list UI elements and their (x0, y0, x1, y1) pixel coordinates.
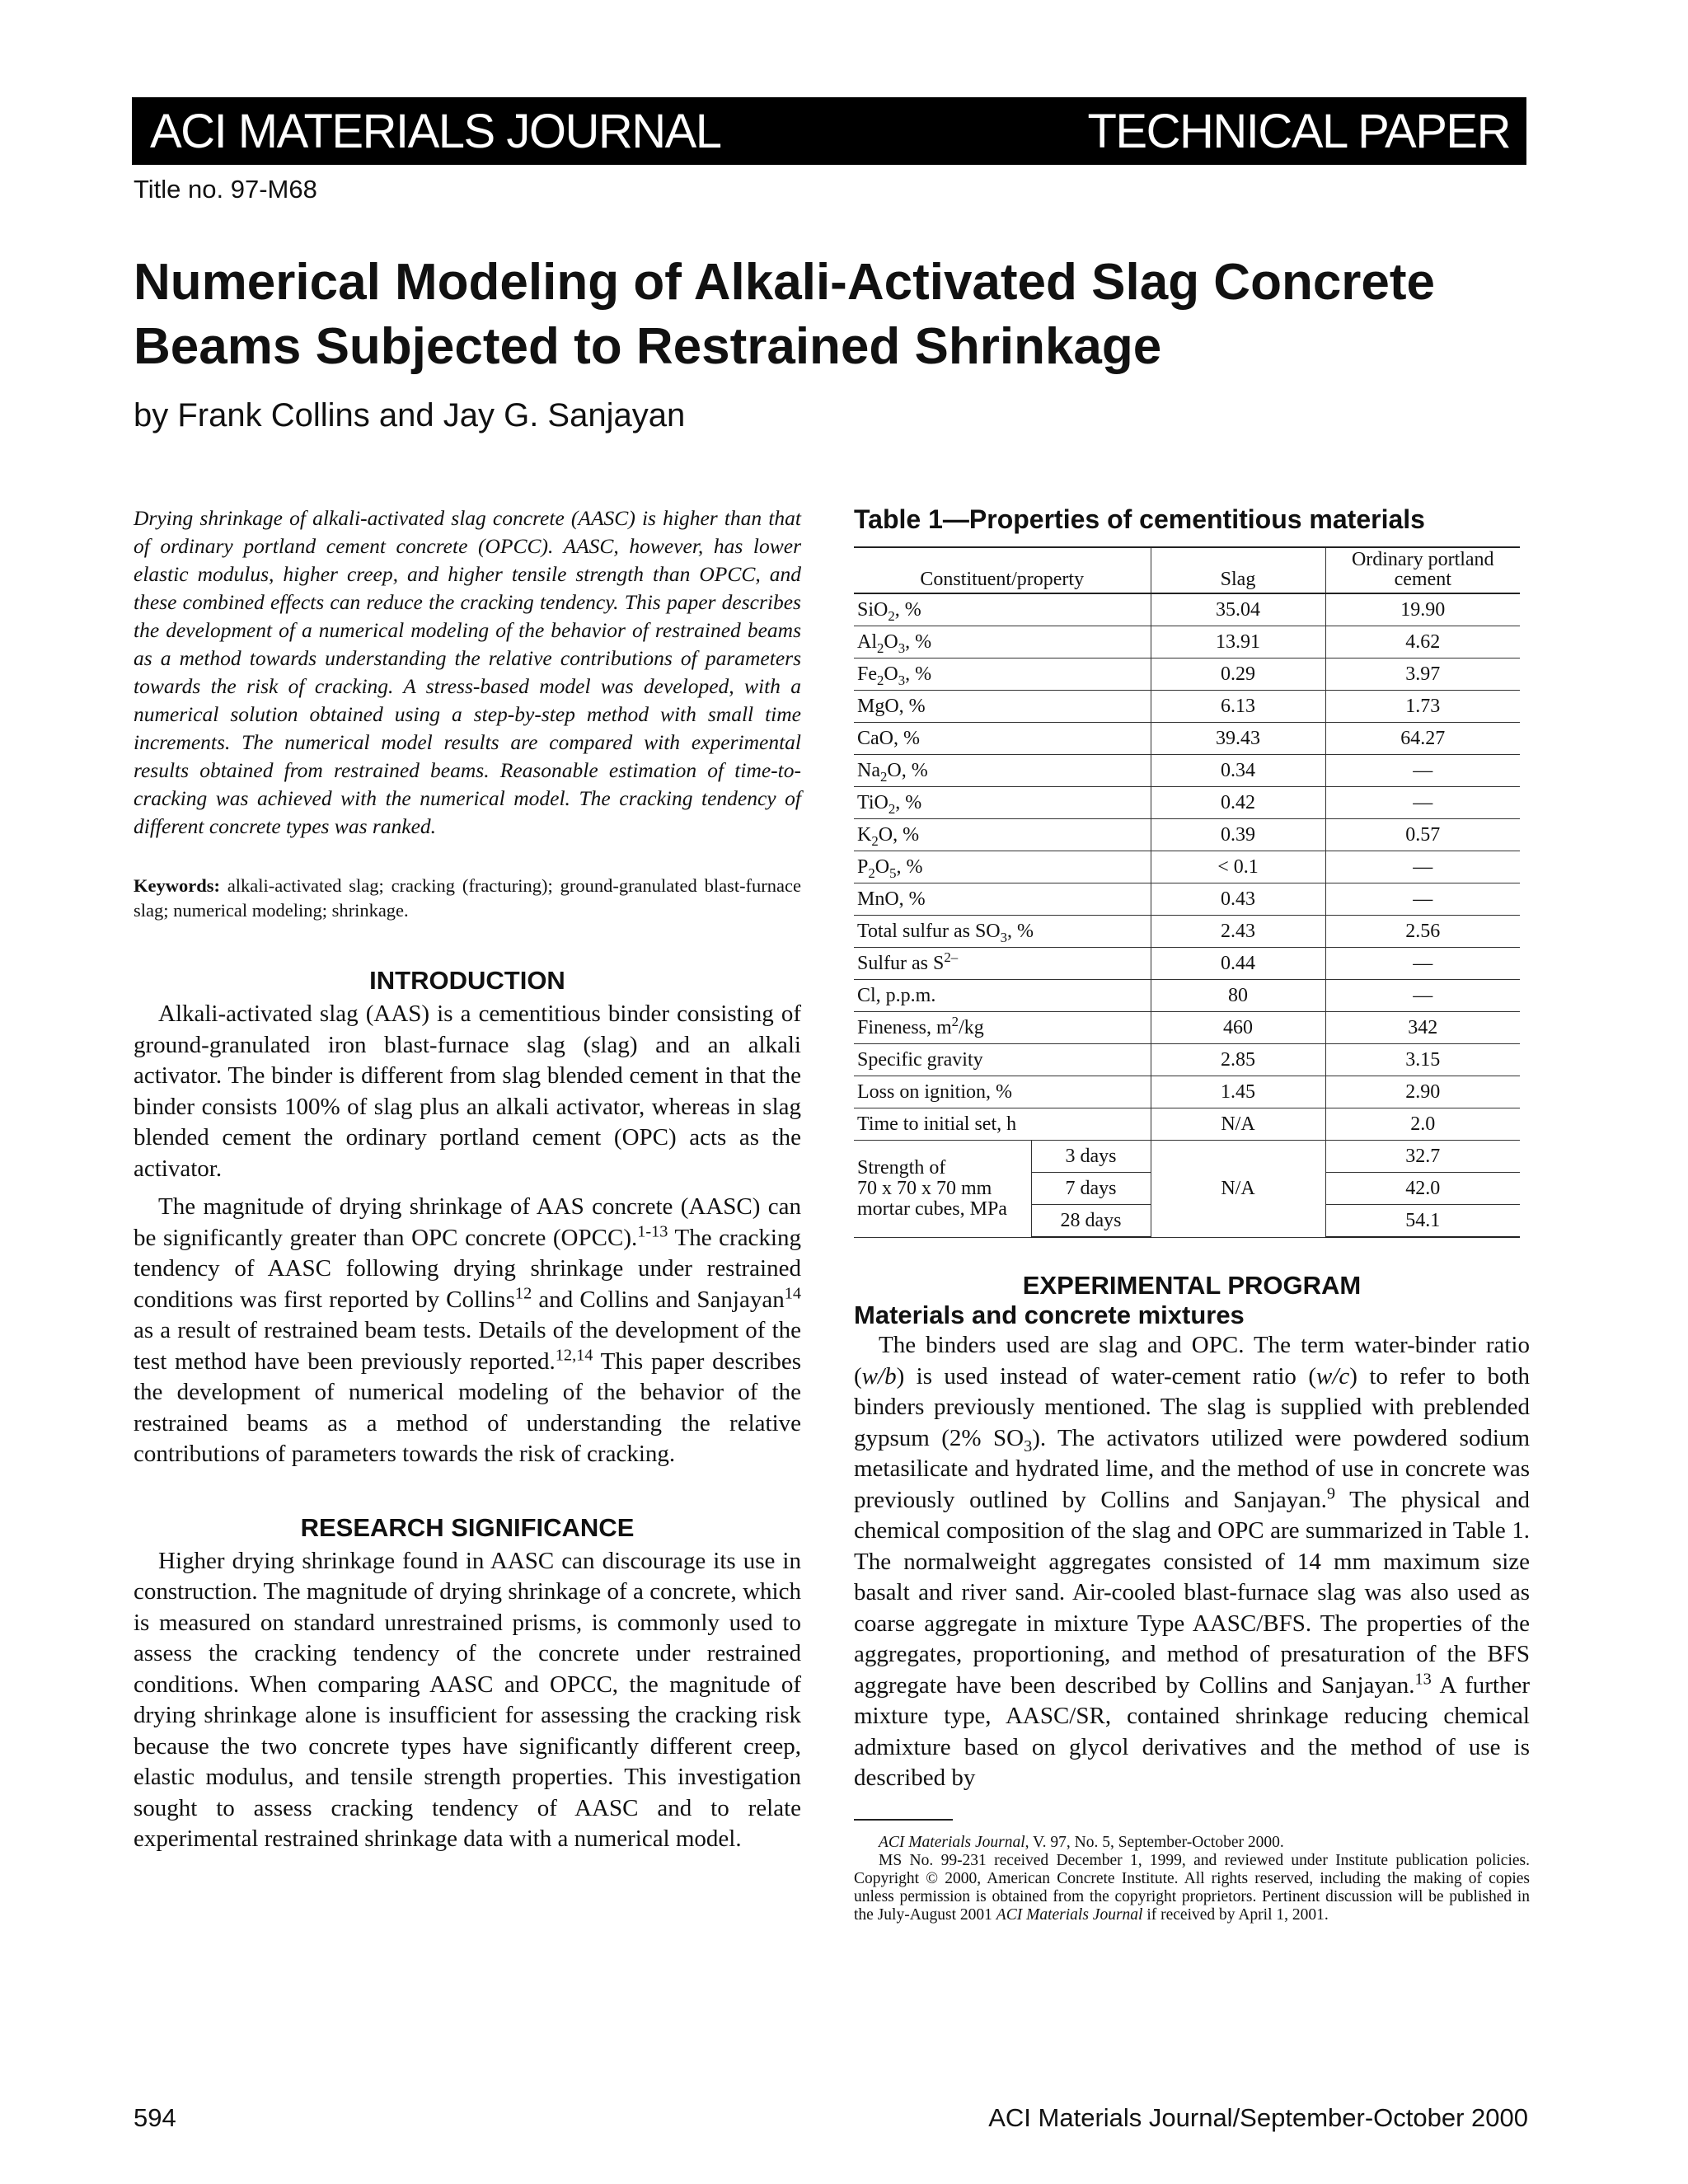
row-label: $Na_2O$, % (854, 755, 1151, 787)
header-opc: Ordinary portland cement (1325, 547, 1520, 593)
cell-slag: 0.29 (1151, 658, 1325, 691)
cell-opc: 4.62 (1325, 626, 1520, 658)
cell-opc: 2.90 (1325, 1076, 1520, 1108)
paper-title: Numerical Modeling of Alkali-Activated Slag Concrete Beams Subjected to Restrained Shrinkage (134, 254, 1436, 375)
cell-slag: < 0.1 (1151, 851, 1325, 883)
strength-age: 3 days (1031, 1141, 1151, 1173)
row-label: Time to initial set, h (854, 1108, 1151, 1141)
keywords-label: Keywords: (134, 875, 220, 896)
row-label: $P_2O_5$, % (854, 851, 1151, 883)
row-label: Specific gravity (854, 1044, 1151, 1076)
cell-slag: 13.91 (1151, 626, 1325, 658)
cell-opc: 64.27 (1325, 723, 1520, 755)
table-row (854, 948, 1520, 980)
table-row (854, 755, 1520, 787)
row-label: Loss on ignition, % (854, 1076, 1151, 1108)
strength-age: 28 days (1031, 1205, 1151, 1238)
page-number: 594 (134, 2103, 176, 2132)
paper-type: TECHNICAL PAPER (1087, 104, 1510, 158)
cell-opc: — (1325, 948, 1520, 980)
cell-opc: 2.0 (1325, 1108, 1520, 1141)
row-label: $Al_2O_3$, % (854, 626, 1151, 658)
cell-opc: 1.73 (1325, 691, 1520, 723)
cell-slag: 460 (1151, 1012, 1325, 1044)
row-label: $K_2O$, % (854, 819, 1151, 851)
table-row (854, 626, 1520, 658)
materials-subheading: Materials and concrete mixtures (854, 1301, 1245, 1329)
strength-opc: 54.1 (1325, 1205, 1520, 1238)
header-property: Constituent/property (854, 547, 1151, 593)
footnote-journal: ACI Materials Journal, V. 97, No. 5, September-October 2000. (879, 1833, 1284, 1851)
table-row (854, 819, 1520, 851)
experimental-paragraph: The binders used are slag and OPC. The term water-binder ratio (w/b) is used instead of water-cement ratio (w/c) to refer to both binders previously mentioned. The slag is supplied with preblended gypsum (2% $SO_3$). The activators utilized were powdered sodium metasilicate and hydrated lime, and the method of use in concrete was previously outlined by Collins and Sanjayan.$^9$ The physical and chemical composition of the slag and OPC are summarized in Table 1. The normalweight aggregates consisted of 14 mm maximum size basalt and river sand. Air-cooled blast-furnace slag was also used as coarse aggregate in mixture Type AASC/BFS. The properties of the aggregates, proportioning, and method of presaturation of the BFS aggregate have been described by Collins and Sanjayan.$^{13}$ A further mixture type, AASC/SR, contained shrinkage reducing chemical admixture based on glycol derivatives and the method of use is described by (854, 1332, 1531, 1791)
title-number: Title no. 97-M68 (134, 175, 317, 204)
table-row (854, 851, 1520, 883)
cell-slag: 0.44 (1151, 948, 1325, 980)
table-row (854, 691, 1520, 723)
abstract: Drying shrinkage of alkali-activated slag concrete (AASC) is higher than that of ordinary portland cement concrete (OPCC). AASC, however, has lower elastic modulus, higher creep, and higher tensile strength than OPCC, and these combined effects can reduce the cracking tendency. This paper describes the development of a numerical modeling of the behavior of restrained beams as a method towards understanding the relative contributions of parameters towards the risk of cracking. A stress-based model was developed, with a numerical solution obtained using a step-by-step method with small time increments. The numerical model results are compared with experimental results obtained from restrained beams. Reasonable estimation of time-to-cracking was achieved with the numerical model. The cracking tendency of different concrete types was ranked. (134, 506, 801, 838)
cell-opc: 0.57 (1325, 819, 1520, 851)
row-label: MgO, % (854, 691, 1151, 723)
table-row (854, 723, 1520, 755)
cell-opc: 19.90 (1325, 593, 1520, 626)
table-row (854, 1076, 1520, 1108)
strength-label: Strength of 70 x 70 x 70 mm mortar cubes, MPa (854, 1141, 1031, 1238)
research-significance-heading: RESEARCH SIGNIFICANCE (300, 1512, 635, 1542)
row-label: TiO$_2$, % (854, 787, 1151, 819)
row-label: $Fe_2O_3$, % (854, 658, 1151, 691)
row-label: Fineness, $m^2/kg$ (854, 1012, 1151, 1044)
cell-opc: — (1325, 980, 1520, 1012)
introduction-paragraph-2: The magnitude of drying shrinkage of AAS concrete (AASC) can be significantly greater than OPC concrete (OPCC).$^{1-13}$ The cracking tendency of AASC following drying shrinkage under restrained conditions was first reported by Collins$^{12}$ and Collins and Sanjayan$^{14}$ as a result of restrained beam tests. Details of the development of the test method have been previously reported.$^{12,14}$ This paper describes the development of numerical modeling of the behavior of the restrained beams as a method of understanding the relative contributions of parameters towards the risk of cracking. (134, 1193, 802, 1467)
experimental-program-heading: EXPERIMENTAL PROGRAM (1022, 1271, 1362, 1300)
table-row (854, 1044, 1520, 1076)
table-row (854, 593, 1520, 626)
cell-opc: — (1325, 787, 1520, 819)
introduction-heading: INTRODUCTION (369, 966, 565, 995)
strength-opc: 42.0 (1325, 1173, 1520, 1205)
footnote-rule (854, 1819, 953, 1821)
properties-table (854, 546, 1520, 1238)
right-column (854, 504, 1530, 1924)
cell-slag: 39.43 (1151, 723, 1325, 755)
keywords-text: alkali-activated slag; cracking (fracturing); ground-granulated blast-furnace slag; numerical modeling; shrinkage. (134, 875, 802, 921)
cell-slag: 2.85 (1151, 1044, 1325, 1076)
cell-opc: — (1325, 851, 1520, 883)
table-header-row (854, 547, 1520, 593)
table-row (854, 916, 1520, 948)
cell-slag: 0.43 (1151, 883, 1325, 916)
journal-name: ACI MATERIALS JOURNAL (150, 104, 721, 158)
left-column (134, 504, 801, 1855)
byline: by Frank Collins and Jay G. Sanjayan (134, 397, 686, 434)
strength-slag: N/A (1151, 1141, 1325, 1238)
footnote-ms: MS No. 99-231 received December 1, 1999, and reviewed under Institute publication policies. Copyright © 2000, American Concrete Institute. All rights reserved, including the making of copies unless permission is obtained from the copyright proprietors. Pertinent discussion will be published in the July-August 2001 ACI Materials Journal if received by April 1, 2001. (854, 1851, 1530, 1924)
table-row (854, 980, 1520, 1012)
journal-banner (132, 97, 1526, 165)
table-row (854, 883, 1520, 916)
cell-opc: 2.56 (1325, 916, 1520, 948)
table-row (854, 1012, 1520, 1044)
row-label: Sulfur as $S^{2-}$ (854, 948, 1151, 980)
strength-row (854, 1141, 1520, 1173)
row-label: MnO, % (854, 883, 1151, 916)
cell-slag: 80 (1151, 980, 1325, 1012)
cell-slag: 0.42 (1151, 787, 1325, 819)
cell-slag: 6.13 (1151, 691, 1325, 723)
table-title: Table 1—Properties of cementitious materials (854, 504, 1425, 534)
table-row (854, 1108, 1520, 1141)
research-significance-paragraph: Higher drying shrinkage found in AASC can discourage its use in construction. The magnitude of drying shrinkage of a concrete, which is measured on standard unrestrained prisms, is commonly used to assess the cracking tendency of the concrete under restrained conditions. When comparing AASC and OPCC, the magnitude of drying shrinkage alone is insufficient for assessing the cracking risk because the two concrete types have significantly different creep, elastic modulus, and tensile strength properties. This investigation sought to assess cracking tendency of AASC and to relate experimental restrained shrinkage data with a numerical model. (134, 1547, 801, 1852)
strength-opc: 32.7 (1325, 1141, 1520, 1173)
cell-opc: 342 (1325, 1012, 1520, 1044)
row-label: CaO, % (854, 723, 1151, 755)
strength-age: 7 days (1031, 1173, 1151, 1205)
cell-slag: 0.34 (1151, 755, 1325, 787)
cell-slag: N/A (1151, 1108, 1325, 1141)
cell-opc: — (1325, 883, 1520, 916)
cell-slag: 2.43 (1151, 916, 1325, 948)
cell-slag: 1.45 (1151, 1076, 1325, 1108)
table-row (854, 787, 1520, 819)
cell-opc: 3.97 (1325, 658, 1520, 691)
cell-slag: 35.04 (1151, 593, 1325, 626)
row-label: Total sulfur as $SO_3$, % (854, 916, 1151, 948)
keywords (134, 874, 801, 923)
cell-slag: 0.39 (1151, 819, 1325, 851)
row-label: Cl, p.p.m. (854, 980, 1151, 1012)
running-footer: ACI Materials Journal/September-October 2000 (988, 2103, 1528, 2132)
introduction-paragraph-1: Alkali-activated slag (AAS) is a cementitious binder consisting of ground-granulated iron blast-furnace slag (slag) and an alkali activator. The binder is different from slag blended cement in that the binder consists 100% of slag plus an alkali activator, whereas in slag blended cement the ordinary portland cement (OPC) acts as the activator. (134, 1001, 801, 1182)
cell-opc: 3.15 (1325, 1044, 1520, 1076)
table-row (854, 658, 1520, 691)
row-label: SiO$_2$, % (854, 593, 1151, 626)
cell-opc: — (1325, 755, 1520, 787)
header-slag: Slag (1151, 547, 1325, 593)
